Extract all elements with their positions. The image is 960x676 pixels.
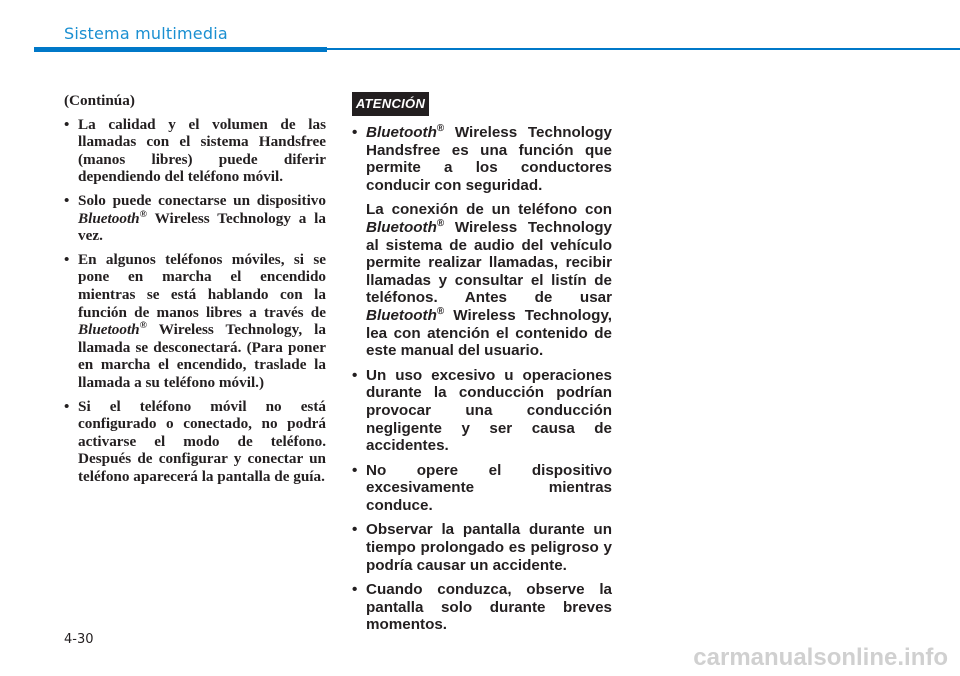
registered-mark: ®: [139, 320, 148, 332]
caution-column: [352, 124, 612, 641]
section-title: Sistema multimedia: [64, 24, 228, 43]
page-number: 4-30: [64, 632, 94, 647]
list-item: [352, 462, 612, 515]
caution-bullet-list: [352, 124, 612, 634]
bullet-text: Observar la pantalla durante un tiempo prolongado es peligroso y podría causar un accidente.: [366, 521, 612, 574]
bullet-text: Wireless Technology, lea con atención el contenido de este manual del usuario.: [366, 306, 612, 360]
bullet-text: La conexión de un teléfono con: [366, 201, 612, 219]
caution-paragraph: [366, 201, 612, 359]
list-item: [352, 367, 612, 455]
left-bullet-list: [64, 116, 326, 486]
registered-mark: ®: [436, 217, 445, 229]
bullet-text: Wireless Technology Handsfree es una función que permite a los conductores conducir con seguridad.: [366, 124, 612, 194]
bluetooth-brand: Bluetooth: [366, 218, 437, 236]
registered-mark: ®: [139, 208, 148, 220]
bullet-text: No opere el dispositivo excesivamente mientras conduce.: [366, 461, 612, 514]
watermark: carmanualsonline.info: [693, 644, 948, 671]
bullet-text: En algunos teléfonos móviles, si se pone en marcha el encendido mientras se está hablando con la función de manos libres a través de: [78, 250, 326, 321]
registered-mark: ®: [436, 305, 445, 317]
continued-label: (Continúa): [64, 92, 135, 109]
bullet-text: Un uso excesivo u operaciones durante la conducción podrían provocar una conducción negligente y ser causa de accidentes.: [366, 366, 612, 455]
list-item: [352, 124, 612, 360]
bullet-text: Si el teléfono móvil no está configurado o conectado, no podrá activarse el modo de teléfono. Después de configurar y conectar un teléfono aparecerá la pantalla de guía.: [78, 397, 326, 485]
bullet-text: Wireless Technology, la llamada se desconectará. (Para poner en marcha el encendido, traslade la llamada a su teléfono móvil.): [78, 321, 326, 391]
bullet-text: Solo puede conectarse un dispositivo: [78, 191, 326, 209]
bluetooth-brand: Bluetooth: [78, 321, 140, 339]
list-item: [64, 398, 326, 486]
list-item: [64, 116, 326, 186]
registered-mark: ®: [436, 122, 445, 134]
list-item: [64, 192, 326, 245]
header-rule-thin: [327, 48, 960, 50]
header-rule-thick: [34, 47, 327, 52]
bullet-text: Cuando conduzca, observe la pantalla solo durante breves momentos.: [366, 581, 612, 634]
left-column: [64, 92, 326, 491]
bluetooth-brand: Bluetooth: [366, 124, 437, 141]
bullet-text: Wireless Technology a la vez.: [78, 209, 326, 245]
bluetooth-brand: Bluetooth: [78, 209, 140, 227]
caution-badge: ATENCIÓN: [352, 92, 429, 116]
bluetooth-brand: Bluetooth: [366, 306, 437, 324]
bullet-text: Wireless Technology al sistema de audio del vehículo permite realizar llamadas, recibir llamadas y consultar el listín de teléfonos. Antes de usar: [366, 218, 612, 307]
list-item: [352, 581, 612, 634]
bullet-text: La calidad y el volumen de las llamadas con el sistema Handsfree (manos libres) puede diferir dependiendo del teléfono móvil.: [78, 115, 326, 186]
list-item: [352, 521, 612, 574]
list-item: [64, 251, 326, 392]
